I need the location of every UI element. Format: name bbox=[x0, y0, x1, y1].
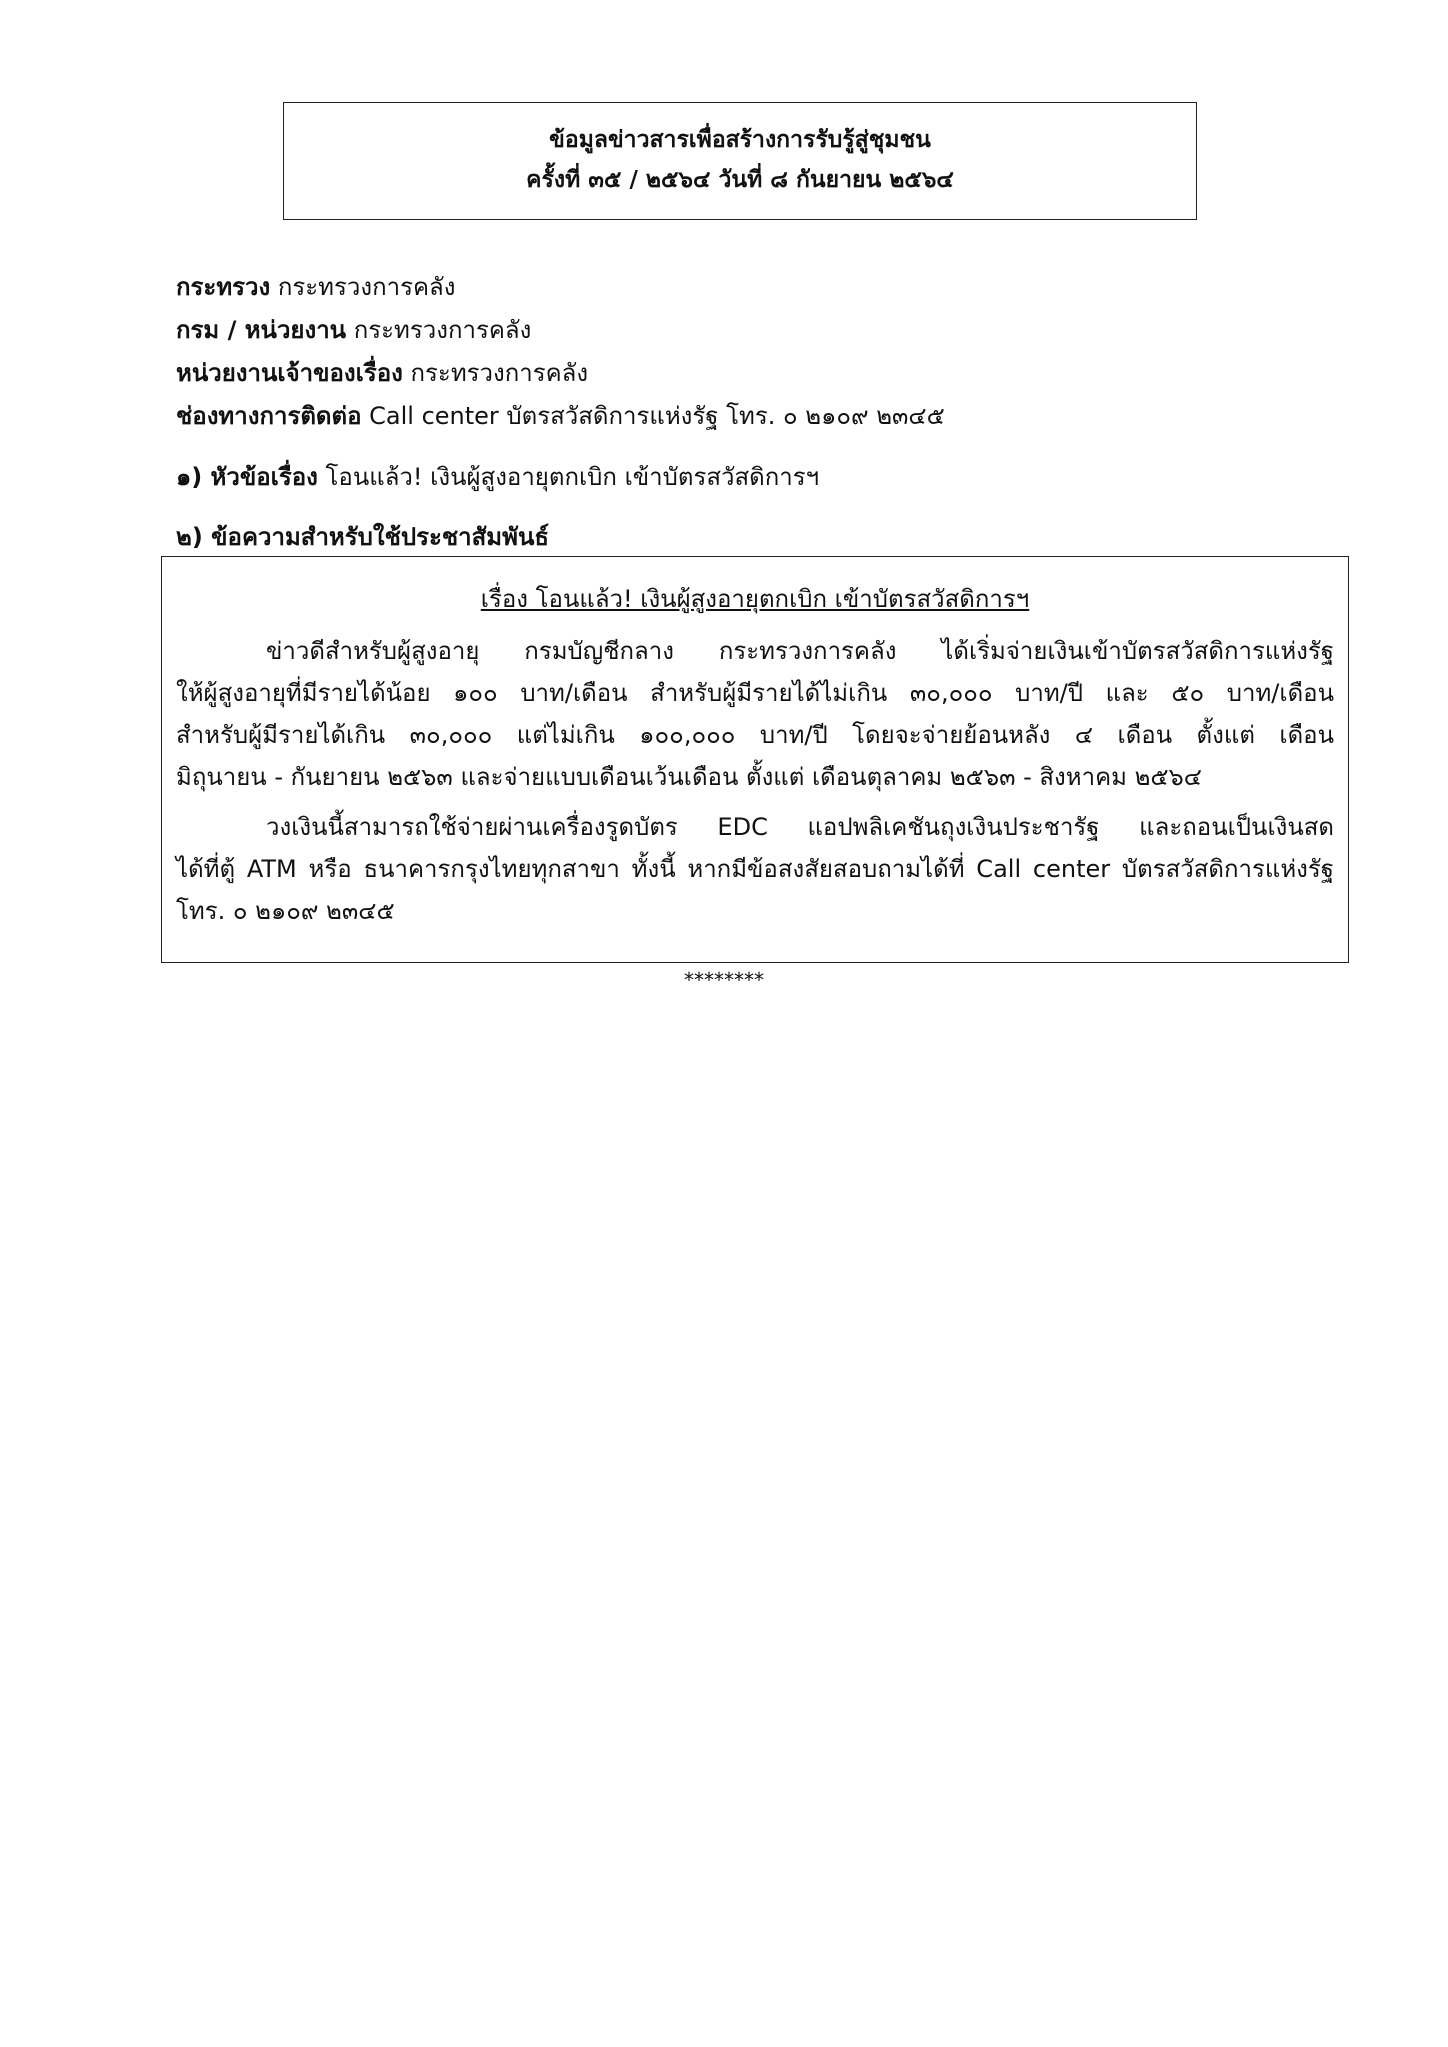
meta-ministry-value: กระทรวงการคลัง bbox=[270, 273, 456, 301]
pr-message-line: ให้ผู้สูงอายุที่มีรายได้น้อย ๑๐๐ บาท/เดือน สำหรับผู้มีรายได้ไม่เกิน ๓๐,๐๐๐ บาท/ปี และ ๕๐ บาท/เดือน bbox=[176, 679, 1334, 707]
end-of-document-mark: ******** bbox=[684, 968, 764, 992]
section-subject-value: โอนแล้ว! เงินผู้สูงอายุตกเบิก เข้าบัตรสวัสดิการฯ bbox=[317, 463, 820, 491]
meta-owner-value: กระทรวงการคลัง bbox=[402, 359, 589, 387]
pr-message-line: ได้ที่ตู้ ATM หรือ ธนาคารกรุงไทยทุกสาขา ทั้งนี้ หากมีข้อสงสัยสอบถามได้ที่ Call center บัตรสวัสดิการแห่งรัฐ bbox=[176, 855, 1334, 883]
meta-contact-label: ช่องทางการติดต่อ bbox=[176, 402, 362, 430]
meta-owner-label: หน่วยงานเจ้าของเรื่อง bbox=[176, 359, 403, 387]
meta-ministry-label: กระทรวง bbox=[176, 273, 271, 301]
meta-department-value: กระทรวงการคลัง bbox=[346, 316, 532, 344]
document-header-box bbox=[283, 102, 1197, 220]
pr-message-line: มิถุนายน - กันยายน ๒๕๖๓ และจ่ายแบบเดือนเว้นเดือน ตั้งแต่ เดือนตุลาคม ๒๕๖๓ - สิงหาคม ๒๕๖๔ bbox=[176, 763, 1202, 791]
pr-message-box bbox=[161, 556, 1349, 963]
meta-department bbox=[176, 309, 945, 352]
meta-contact bbox=[176, 395, 945, 438]
document-meta bbox=[176, 266, 945, 438]
pr-message-line: โทร. ๐ ๒๑๐๙ ๒๓๔๕ bbox=[176, 897, 395, 925]
meta-department-label: กรม / หน่วยงาน bbox=[176, 316, 347, 344]
meta-contact-value: Call center บัตรสวัสดิการแห่งรัฐ โทร. ๐ ๒๑๐๙ ๒๓๔๕ bbox=[361, 402, 945, 430]
meta-ministry bbox=[176, 266, 945, 309]
section-subject-label: ๑) หัวข้อเรื่อง bbox=[176, 463, 318, 491]
header-issue-date: ครั้งที่ ๓๕ / ๒๕๖๔ วันที่ ๘ กันยายน ๒๕๖๔ bbox=[526, 167, 954, 193]
meta-owner bbox=[176, 352, 945, 395]
section-pr-message-heading: ๒) ข้อความสำหรับใช้ประชาสัมพันธ์ bbox=[176, 523, 549, 551]
pr-message-line: ข่าวดีสำหรับผู้สูงอายุ กรมบัญชีกลาง กระทรวงการคลัง ได้เริ่มจ่ายเงินเข้าบัตรสวัสดิการแห่งรัฐ bbox=[266, 637, 1334, 665]
pr-message-line: สำหรับผู้มีรายได้เกิน ๓๐,๐๐๐ แต่ไม่เกิน ๑๐๐,๐๐๐ บาท/ปี โดยจะจ่ายย้อนหลัง ๔ เดือน ตั้งแต่ เดือน bbox=[176, 721, 1334, 749]
section-subject bbox=[176, 457, 819, 497]
header-title: ข้อมูลข่าวสารเพื่อสร้างการรับรู้สู่ชุมชน bbox=[549, 127, 931, 153]
pr-message-line: วงเงินนี้สามารถใช้จ่ายผ่านเครื่องรูดบัตร EDC แอปพลิเคชันถุงเงินประชารัฐ และถอนเป็นเงินสด bbox=[266, 813, 1334, 841]
pr-message-title: เรื่อง โอนแล้ว! เงินผู้สูงอายุตกเบิก เข้าบัตรสวัสดิการฯ bbox=[480, 585, 1030, 613]
